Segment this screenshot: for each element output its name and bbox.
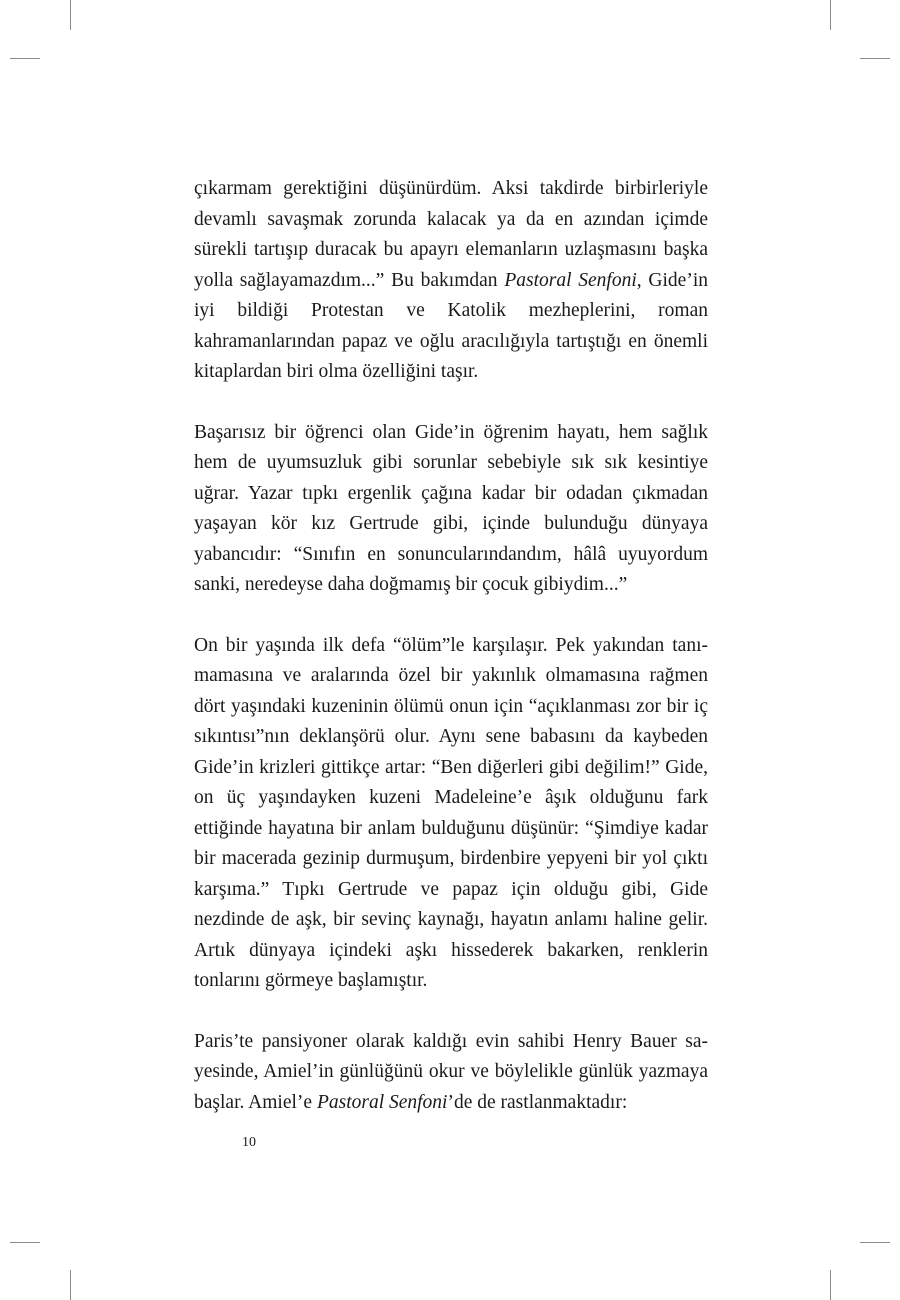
body-text — [194, 174, 708, 1118]
crop-mark-top-right-horizontal — [860, 58, 890, 59]
paragraph-2-run-1: Başarısız bir öğrenci olan Gide’in öğrenim hayatı, hem sağlık hem de uyumsuzluk gibi sorunlar sebebiyle sık sık kesintiye uğrar. Yazar tıpkı ergenlik çağına kadar bir odadan çıkmadan yaşayan kör kız Gertrude gibi, içinde bulunduğu dünyaya yabancıdır: “Sınıfın en sonuncularındandım, hâlâ uyuyordum sanki, neredeyse daha doğmamış bir çocuk gibiydim...” — [194, 421, 708, 595]
paragraph-3 — [194, 631, 708, 997]
crop-mark-top-right-vertical — [830, 0, 831, 30]
crop-mark-top-left-vertical — [70, 0, 71, 30]
paragraph-1 — [194, 174, 708, 388]
paragraph-3-run-1: On bir yaşında ilk defa “ölüm”le karşılaşır. Pek yakından tanımamasına ve aralarında özel bir yakınlık olmamasına rağmen dört yaşındaki kuzeninin ölümü onun için “açıklanması zor bir iç sıkıntısı”nın deklanşörü olur. Aynı sene babasını da kaybeden Gide’in krizleri gittikçe artar: “Ben diğerleri gibi değilim!” Gide, on üç yaşındayken kuzeni Madeleine’e âşık olduğunu fark ettiğinde hayatına bir anlam bulduğunu düşünür: “Şimdiye kadar bir macerada gezinip durmuşum, birdenbire yepyeni bir yol çıktı karşıma.” Tıpkı Gertrude ve papaz için olduğu gibi, Gide nezdinde de aşk, bir sevinç kaynağı, hayatın anlamı haline gelir. Artık dünyaya içindeki aşkı hissederek bakarken, renklerin tonlarını görmeye başlamıştır. — [194, 634, 708, 991]
paragraph-4-run-1: Paris’te pansiyoner olarak kaldığı evin sahibi Henry Bauer sayesinde, Amiel’in günlüğünü okur ve böylelikle günlük yazmaya başlar. Amiel’e — [194, 1030, 708, 1113]
paragraph-4-italic-title: Pastoral Senfoni — [316, 1091, 448, 1113]
crop-mark-bottom-right-horizontal — [860, 1242, 890, 1243]
paragraph-1-run-1: çıkarmam gerektiğini düşünürdüm. Aksi takdirde birbirleriyle devamlı savaşmak zorunda kalacak ya da en azından içimde sürekli tartışıp duracak bu apayrı elemanların uzlaşmasını başka yolla sağlayamazdım...” Bu bakımdan — [194, 178, 708, 291]
paragraph-1-run-3: , Gide’in iyi bildiği Protestan ve Katolik mezheplerini, roman kahramanlarından papaz ve oğlu aracılığıyla tartıştığı en önemli kitaplardan biri olma özelliğini taşır. — [194, 269, 708, 382]
paragraph-4-run-3: ’de de rastlanmaktadır: — [447, 1091, 628, 1113]
page-number: 10 — [242, 1135, 256, 1150]
paragraph-2 — [194, 418, 708, 601]
crop-mark-bottom-left-vertical — [70, 1270, 71, 1300]
crop-mark-bottom-left-horizontal — [10, 1242, 40, 1243]
paragraph-1-italic-title: Pastoral Senfoni — [504, 269, 637, 291]
crop-mark-top-left-horizontal — [10, 58, 40, 59]
paragraph-4 — [194, 1027, 708, 1119]
crop-mark-bottom-right-vertical — [830, 1270, 831, 1300]
